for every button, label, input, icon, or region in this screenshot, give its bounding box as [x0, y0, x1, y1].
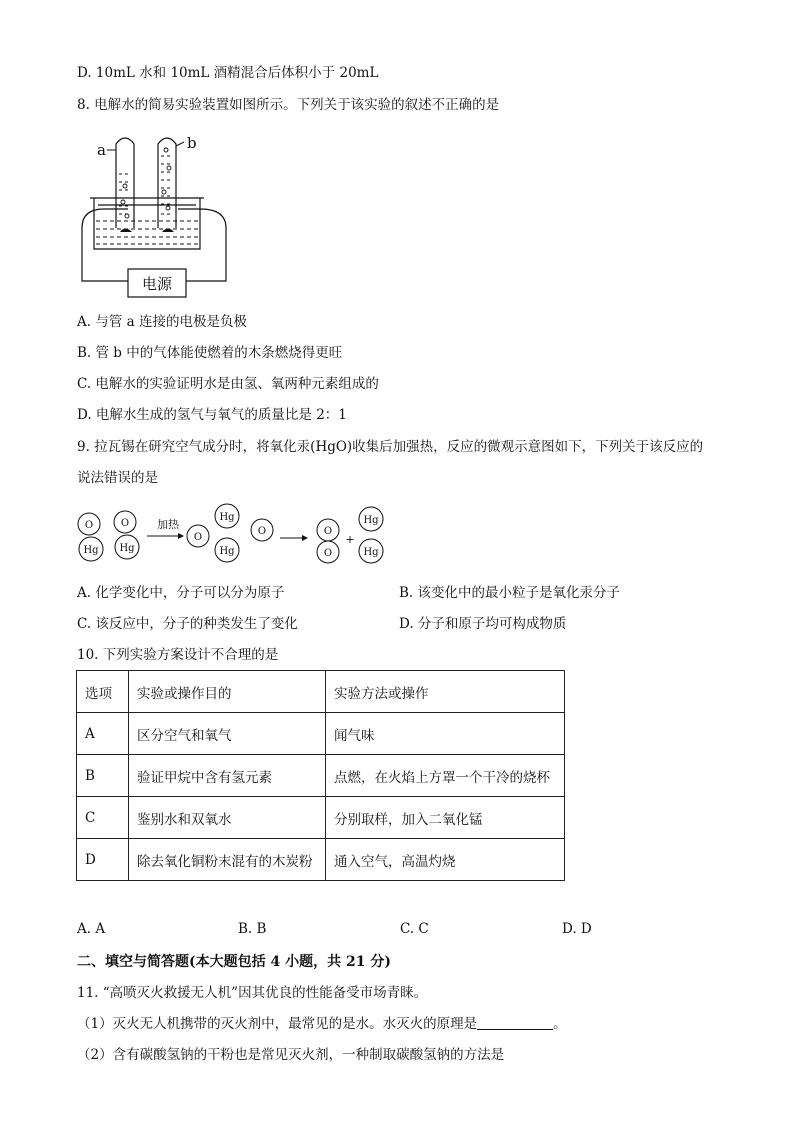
q9-option-b: B. 该变化中的最小粒子是氧化汞分子	[399, 585, 621, 601]
q8-option-c: C. 电解水的实验证明水是由氢、氧两种元素组成的	[77, 376, 379, 392]
q11-part1	[77, 1015, 567, 1033]
table-cell: 点燃，在火焰上方罩一个干冷的烧杯	[326, 755, 565, 797]
section-heading: 二、填空与简答题(本大题包括 4 小题，共 21 分)	[77, 954, 391, 970]
table-cell: D	[77, 839, 129, 881]
mercury-atom-label: Hg	[219, 546, 235, 557]
table-cell: 闻气味	[326, 713, 565, 755]
q7-option-d: D. 10mL 水和 10mL 酒精混合后体积小于 20mL	[77, 65, 379, 81]
table-header-cell: 实验方法或操作	[326, 671, 565, 713]
q9-stem-line1: 9. 拉瓦锡在研究空气成分时，将氧化汞(HgO)收集后加强热，反应的微观示意图如下，下列关于该反应的	[77, 439, 704, 455]
heat-label: 加热	[157, 518, 179, 531]
q10-option-d: D. D	[562, 921, 592, 937]
oxygen-atom-label: O	[120, 518, 130, 529]
oxygen-atom-label: O	[193, 532, 203, 543]
electrolysis-apparatus-figure	[76, 128, 236, 300]
table-cell: 区分空气和氧气	[129, 713, 326, 755]
q9-option-c: C. 该反应中，分子的种类发生了变化	[77, 616, 298, 632]
tube-a-label: a	[97, 141, 106, 159]
q8-stem: 8. 电解水的简易实验装置如图所示。下列关于该实验的叙述不正确的是	[77, 97, 500, 113]
q11-part1-text: （1）灭火无人机携带的灭火剂中，最常见的是水。水灭火的原理是	[77, 1016, 478, 1032]
q10-option-c: C. C	[400, 921, 429, 937]
table-cell: 除去氧化铜粉末混有的木炭粉	[129, 839, 326, 881]
q11-part2: （2）含有碳酸氢钠的干粉也是常见灭火剂，一种制取碳酸氢钠的方法是	[77, 1047, 505, 1063]
q8-option-a: A. 与管 a 连接的电极是负极	[77, 314, 247, 330]
mercury-atom-label: Hg	[363, 547, 379, 558]
q11-part1-end: 。	[553, 1016, 567, 1032]
mercury-oxide-reaction-figure	[70, 503, 390, 569]
answer-blank[interactable]	[477, 1015, 553, 1030]
table-cell: 验证甲烷中含有氢元素	[129, 755, 326, 797]
table-header-cell: 实验或操作目的	[129, 671, 326, 713]
table-cell: 鉴别水和双氧水	[129, 797, 326, 839]
tube-b-label: b	[187, 134, 197, 152]
table-cell: B	[77, 755, 129, 797]
q10-stem: 10. 下列实验方案设计不合理的是	[77, 647, 279, 663]
table-row	[77, 797, 565, 839]
table-cell: A	[77, 713, 129, 755]
q10-option-a: A. A	[77, 921, 106, 937]
plus-sign: +	[345, 533, 355, 546]
mercury-atom-label: Hg	[363, 515, 379, 526]
table-header-cell: 选项	[77, 671, 129, 713]
q11-stem: 11. “高喷灭火救援无人机”因其优良的性能备受市场青睐。	[77, 985, 428, 1001]
oxygen-atom-label: O	[84, 520, 94, 531]
table-row	[77, 755, 565, 797]
oxygen-atom-label: O	[323, 548, 333, 559]
table-cell: 通入空气，高温灼烧	[326, 839, 565, 881]
table-cell: 分别取样，加入二氧化锰	[326, 797, 565, 839]
table-cell: C	[77, 797, 129, 839]
q9-option-a: A. 化学变化中，分子可以分为原子	[77, 585, 285, 601]
q10-option-b: B. B	[238, 921, 267, 937]
oxygen-atom-label: O	[257, 526, 267, 537]
q9-option-d: D. 分子和原子均可构成物质	[399, 616, 567, 632]
q8-option-b: B. 管 b 中的气体能使燃着的木条燃烧得更旺	[77, 345, 343, 361]
oxygen-atom-label: O	[323, 526, 333, 537]
mercury-atom-label: Hg	[83, 545, 99, 556]
table-row	[77, 839, 565, 881]
mercury-atom-label: Hg	[119, 543, 135, 554]
power-supply-label: 电源	[141, 275, 173, 293]
mercury-atom-label: Hg	[219, 512, 235, 523]
q10-table	[76, 670, 565, 881]
q8-option-d: D. 电解水生成的氢气与氧气的质量比是 2：1	[77, 407, 347, 423]
table-row	[77, 713, 565, 755]
table-header-row	[77, 671, 565, 713]
q9-stem-line2: 说法错误的是	[77, 470, 158, 486]
